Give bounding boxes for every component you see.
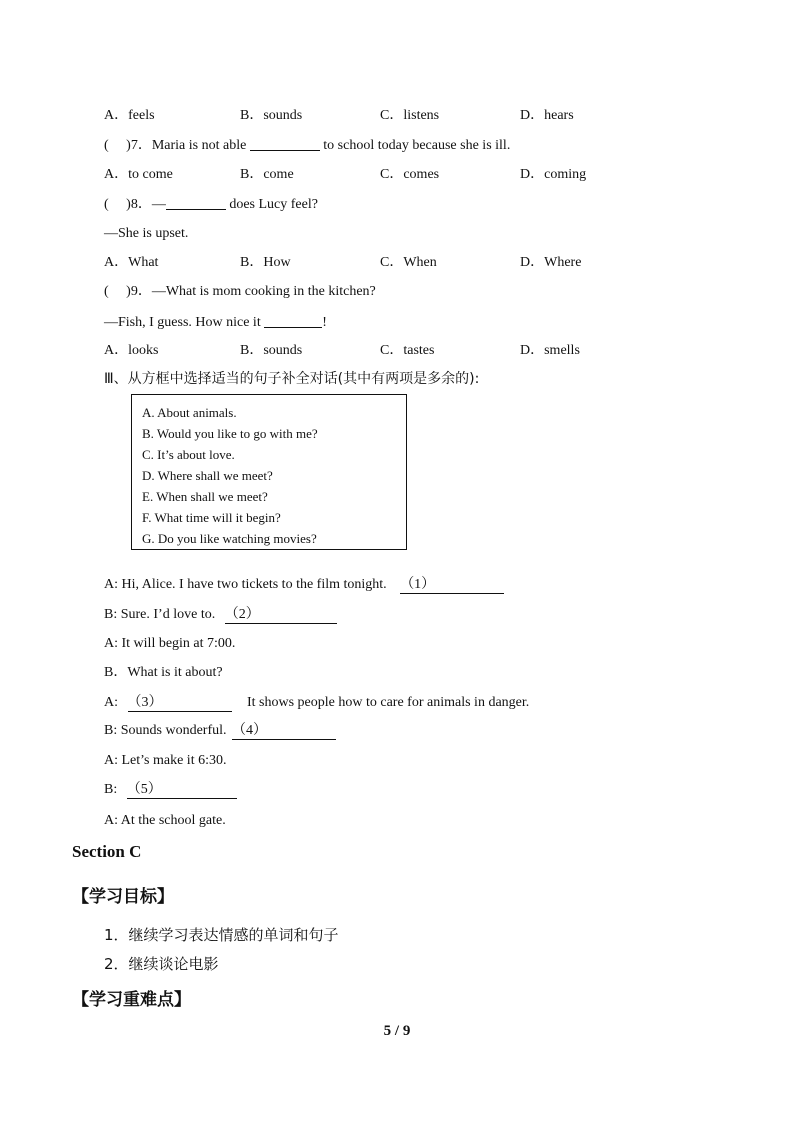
answer-blank-5: （5） <box>127 782 237 799</box>
difficulties-heading: 【学习重难点】 <box>72 990 191 1010</box>
dialogue-text: It shows people how to care for animals in danger. <box>247 695 530 710</box>
option-a: A．to come <box>104 167 173 182</box>
option-a: A．What <box>104 255 159 270</box>
question-9-line2 <box>104 313 327 332</box>
option-b: B．sounds <box>240 108 303 123</box>
q6-options <box>104 107 624 125</box>
section-title: Section C <box>72 842 142 861</box>
question-9-prefix: —Fish, I guess. How nice it <box>104 315 261 330</box>
option-c: C．listens <box>380 108 440 123</box>
option-d: D．smells <box>520 343 580 358</box>
question-7-prefix: ( )7．Maria is not able <box>104 138 247 153</box>
dialogue-line-3: A: It will begin at 7:00. <box>104 636 236 651</box>
option-a: A．looks <box>104 343 159 358</box>
option-b: B．How <box>240 255 291 270</box>
sentence-options-box <box>131 394 407 550</box>
goal-item: 2．继续谈论电影 <box>104 955 219 973</box>
option-c: C．tastes <box>380 343 435 358</box>
box-item: C. It’s about love. <box>142 447 235 462</box>
answer-blank-2: （2） <box>225 607 337 624</box>
option-b: B．sounds <box>240 343 303 358</box>
part3-heading: Ⅲ、从方框中选择适当的句子补全对话(其中有两项是多余的): <box>104 371 480 387</box>
dialogue-line-9: A: At the school gate. <box>104 813 226 828</box>
box-item: A. About animals. <box>142 405 237 420</box>
answer-blank <box>264 313 322 328</box>
q9-options <box>104 342 624 360</box>
dialogue-line-5 <box>104 694 529 712</box>
page-number: 5 / 9 <box>383 1023 411 1039</box>
dialogue-line-7: A: Let’s make it 6:30. <box>104 753 227 768</box>
q8-options <box>104 254 624 272</box>
option-d: D．Where <box>520 255 582 270</box>
dialogue-text: B: Sounds wonderful. <box>104 723 227 738</box>
answer-blank <box>250 136 320 151</box>
dialogue-text: A: Hi, Alice. I have two tickets to the film tonight. <box>104 577 387 592</box>
goals-heading: 【学习目标】 <box>72 887 174 907</box>
option-c: C．When <box>380 255 437 270</box>
dialogue-speaker: A: <box>104 695 118 710</box>
box-item: B. Would you like to go with me? <box>142 426 318 441</box>
option-c: C．comes <box>380 167 440 182</box>
dialogue-text: B: Sure. I’d love to. <box>104 607 216 622</box>
question-8 <box>104 195 318 214</box>
answer-blank-4: （4） <box>232 723 336 740</box>
dialogue-line-8 <box>104 781 237 799</box>
dialogue-line-6 <box>104 722 336 740</box>
dialogue-line-1 <box>104 576 504 594</box>
dialogue-line-4: B．What is it about? <box>104 665 223 680</box>
question-7 <box>104 136 510 155</box>
option-d: D．hears <box>520 108 574 123</box>
box-item: G. Do you like watching movies? <box>142 531 317 546</box>
goal-item: 1．继续学习表达情感的单词和句子 <box>104 926 339 944</box>
option-a: A．feels <box>104 108 155 123</box>
q7-options <box>104 166 624 184</box>
option-b: B．come <box>240 167 294 182</box>
question-8-suffix: does Lucy feel? <box>229 197 318 212</box>
question-9: ( )9．—What is mom cooking in the kitchen? <box>104 284 376 299</box>
dialogue-line-2 <box>104 606 337 624</box>
question-8-answer: —She is upset. <box>104 226 189 241</box>
question-7-suffix: to school today because she is ill. <box>323 138 511 153</box>
box-item: E. When shall we meet? <box>142 489 268 504</box>
option-d: D．coming <box>520 167 587 182</box>
dialogue-speaker: B: <box>104 782 118 797</box>
answer-blank-3: （3） <box>128 695 232 712</box>
question-9-suffix: ! <box>322 315 327 330</box>
box-item: D. Where shall we meet? <box>142 468 273 483</box>
question-8-prefix: ( )8．— <box>104 197 166 212</box>
answer-blank <box>166 195 226 210</box>
box-item: F. What time will it begin? <box>142 510 281 525</box>
answer-blank-1: （1） <box>400 577 504 594</box>
